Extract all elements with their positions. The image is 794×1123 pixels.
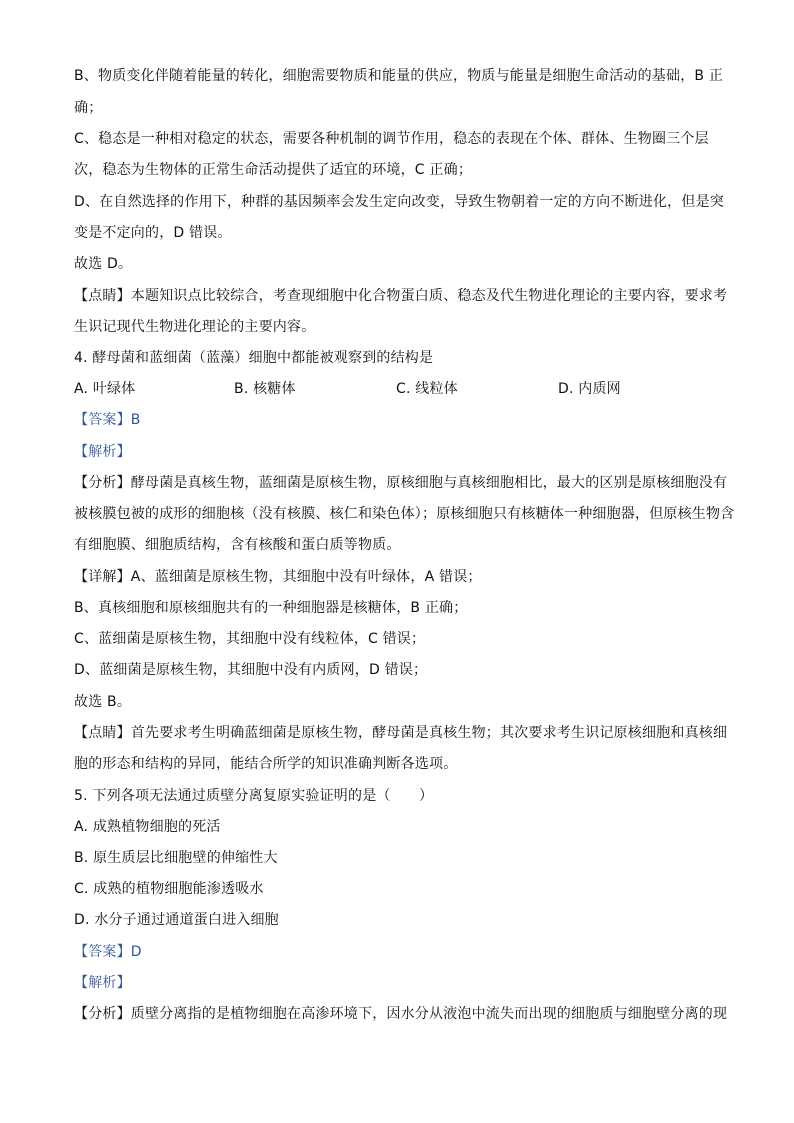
text-line: 变是不定向的，D 错误。 (74, 225, 232, 241)
text-line: 确； (74, 100, 103, 116)
option-b: B. 核糖体 (234, 381, 296, 397)
text-line: 次，稳态为生物体的正常生命活动提供了适宜的环境，C 正确； (74, 162, 473, 178)
text-line: B、真核细胞和原核细胞共有的一种细胞器是核糖体，B 正确； (74, 600, 468, 616)
text-line: 【分析】质壁分离指的是植物细胞在高渗环境下，因水分从液泡中流失而出现的细胞质与细胞壁分离的现 (74, 1006, 728, 1022)
text-line: 【点睛】首先要求考生明确蓝细菌是原核生物，酵母菌是真核生物；其次要求考生识记原核细胞和真核细 (74, 725, 728, 741)
question-4-stem: 4. 酵母菌和蓝细菌（蓝藻）细胞中都能被观察到的结构是 (74, 350, 434, 366)
analysis-label: 【解析】 (74, 444, 131, 460)
analysis-label: 【解析】 (74, 975, 131, 991)
text-line: 【分析】酵母菌是真核生物，蓝细菌是原核生物，原核细胞与真核细胞相比，最大的区别是原核细胞没有 (74, 475, 728, 491)
option-c: C. 成熟的植物细胞能渗透吸水 (74, 881, 264, 897)
text-line: 生识记现代生物进化理论的主要内容。 (74, 319, 316, 335)
text-line: C、稳态是一种相对稳定的状态，需要各种机制的调节作用，稳态的表现在个体、群体、生物圈三个层 (74, 131, 709, 147)
option-d: D. 内质网 (558, 381, 621, 397)
text-line: 【点睛】本题知识点比较综合，考查现细胞中化合物蛋白质、稳态及代生物进化理论的主要内容，要求考 (74, 288, 728, 304)
question-5-stem: 5. 下列各项无法通过质壁分离复原实验证明的是（ ） (74, 788, 434, 804)
text-line: B、物质变化伴随着能量的转化，细胞需要物质和能量的供应，物质与能量是细胞生命活动的基础，B 正 (74, 68, 724, 84)
text-line: D、蓝细菌是原核生物，其细胞中没有内质网，D 错误； (74, 662, 428, 678)
text-line: 胞的形态和结构的异同，能结合所学的知识准确判断各选项。 (74, 756, 458, 772)
text-line: 有细胞膜、细胞质结构，含有核酸和蛋白质等物质。 (74, 537, 401, 553)
text-line: C、蓝细菌是原核生物，其细胞中没有线粒体，C 错误； (74, 631, 426, 647)
option-a: A. 成熟植物细胞的死活 (74, 819, 221, 835)
text-line: 故选 B。 (74, 694, 132, 710)
option-b: B. 原生质层比细胞壁的伸缩性大 (74, 850, 278, 866)
option-a: A. 叶绿体 (74, 381, 136, 397)
option-d: D. 水分子通过通道蛋白进入细胞 (74, 912, 279, 928)
text-line: 【详解】A、蓝细菌是原核生物，其细胞中没有叶绿体，A 错误； (74, 569, 482, 585)
text-line: 被核膜包被的成形的细胞核（没有核膜、核仁和染色体）；原核细胞只有核糖体一种细胞器，但原核生物含 (74, 506, 735, 522)
text-line: 故选 D。 (74, 256, 133, 272)
answer-label: 【答案】B (74, 412, 141, 428)
text-line: D、在自然选择的作用下，种群的基因频率会发生定向改变，导致生物朝着一定的方向不断进化，但是突 (74, 194, 724, 210)
answer-label: 【答案】D (74, 944, 142, 960)
option-c: C. 线粒体 (396, 381, 458, 397)
